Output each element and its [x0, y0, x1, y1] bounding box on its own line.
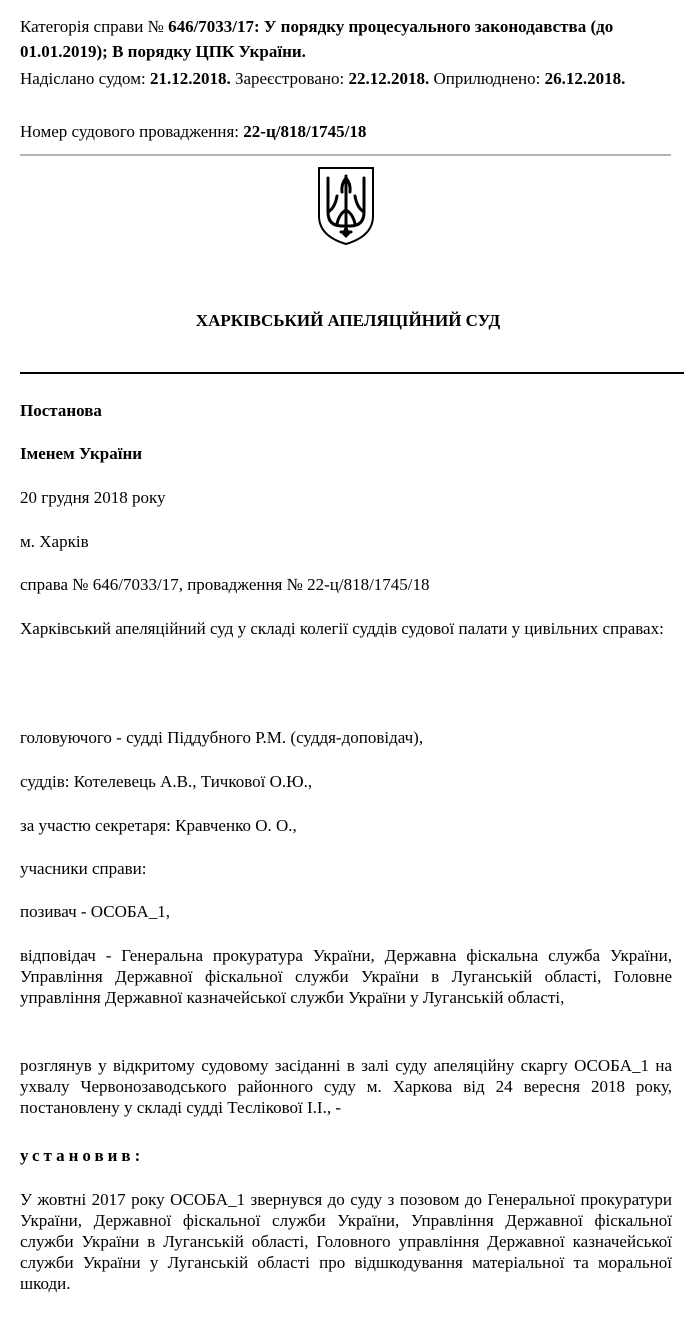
- defendant: відповідач - Генеральна прокуратура України, Державна фіскальна служба України, Управління Державної фіскальної служби України в Луганській області, Головне управління Державної казначейської служби України у Луганській області,: [20, 946, 672, 1007]
- document-type: Постанова: [20, 401, 102, 420]
- registered-label: Зареєстровано:: [230, 69, 349, 88]
- plaintiff: позивач - ОСОБА_1,: [20, 902, 170, 921]
- court-name: ХАРКІВСЬКИЙ АПЕЛЯЦІЙНИЙ СУД: [195, 311, 501, 330]
- header-divider: [20, 154, 671, 156]
- considered-paragraph: розглянув у відкритому судовому засіданні в залі суду апеляційну скаргу ОСОБА_1 на ухвалу Червонозаводського районного суду м. Харкова від 24 вересня 2018 року, постановлену у складі судді Теслікової І.І., -: [20, 1056, 672, 1117]
- decision-date: 20 грудня 2018 року: [20, 488, 166, 507]
- published-label: Оприлюднено:: [429, 69, 545, 88]
- sent-label: Надіслано судом:: [20, 69, 150, 88]
- registered-date: 22.12.2018.: [348, 69, 430, 88]
- city: м. Харків: [20, 532, 89, 551]
- case-line: справа № 646/7033/17, провадження № 22-ц/818/1745/18: [20, 575, 430, 594]
- case-category-value: 646/7033/17: У порядку процесуального законодавства (до 01.01.2019); В порядку ЦПК України.: [20, 17, 614, 61]
- sent-date: 21.12.2018.: [149, 69, 231, 88]
- secretary: за участю секретаря: Кравченко О. О.,: [20, 816, 297, 835]
- case-category: [20, 14, 670, 64]
- judges: суддів: Котелевець А.В., Тичкової О.Ю.,: [20, 772, 313, 791]
- case-dates: [20, 66, 670, 91]
- proceeding-value: 22-ц/818/1745/18: [243, 122, 367, 141]
- published-date: 26.12.2018.: [544, 69, 626, 88]
- title-divider: [20, 372, 684, 374]
- court-composition: Харківський апеляційний суд у складі колегії суддів судової палати у цивільних справах:: [20, 619, 664, 638]
- participants-label: учасники справи:: [20, 859, 147, 878]
- coat-of-arms-icon: [317, 166, 375, 246]
- proceeding-label: Номер судового провадження:: [20, 122, 244, 141]
- case-category-label: Категорія справи №: [20, 17, 169, 36]
- body-paragraph: У жовтні 2017 року ОСОБА_1 звернувся до суду з позовом до Генеральної прокуратури України, Державної фіскальної служби України, Управління Державної фіскальної служби України в Луганській області, Головного управління Державної казначейської служби України у Луганській області про відшкодування матеріальної та моральної шкоди.: [20, 1190, 672, 1293]
- presiding-judge: головуючого - судді Піддубного Р.М. (суддя-доповідач),: [20, 728, 424, 747]
- proceeding-number: [20, 119, 670, 144]
- established-heading: установив:: [20, 1146, 145, 1165]
- in-name-of-ukraine: Іменем України: [20, 444, 143, 463]
